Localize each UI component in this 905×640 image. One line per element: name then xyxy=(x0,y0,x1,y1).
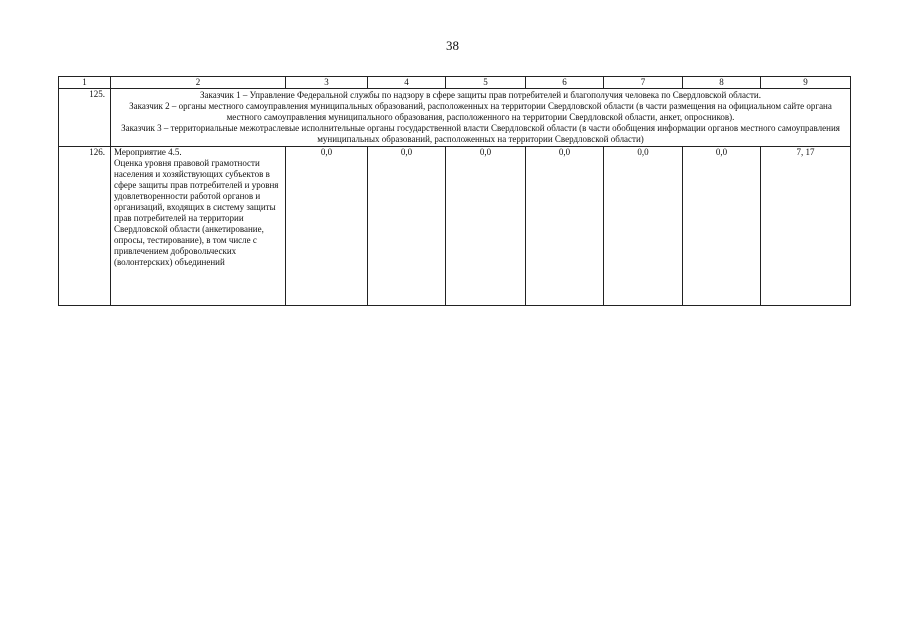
value-cell: 0,0 xyxy=(368,147,446,306)
customer-2-text: Заказчик 2 – органы местного самоуправления муниципальных образований, расположенных на территории Свердловской области (в части размещения на официальном сайте органа местного самоуправления муниципального образования, расположенного на территории Свердловской области, анкет, опросников). xyxy=(129,101,832,122)
value-cell: 0,0 xyxy=(446,147,526,306)
row-number: 126. xyxy=(59,147,111,306)
column-header: 6 xyxy=(526,77,604,89)
column-header: 7 xyxy=(604,77,683,89)
page-number: 38 xyxy=(446,38,459,53)
column-header: 4 xyxy=(368,77,446,89)
customer-1-text: Заказчик 1 – Управление Федеральной службы по надзору в сфере защиты прав потребителей и благополучия человека по Свердловской области. xyxy=(200,90,761,100)
value-cell: 0,0 xyxy=(526,147,604,306)
measure-title: Мероприятие 4.5. xyxy=(114,147,182,157)
target-indicators-cell: 7, 17 xyxy=(761,147,851,306)
column-header: 5 xyxy=(446,77,526,89)
measure-description: Оценка уровня правовой грамотности населения и хозяйствующих субъектов в сфере защиты прав потребителей и уровня удовлетворенности работой органов и организаций, входящих в систему защиты прав потребителей на территории Свердловской области (анкетирование, опросы, тестирование), в том числе с привлечением добровольческих (волонтерских) объединений xyxy=(114,158,279,267)
measure-cell xyxy=(111,147,286,306)
value-cell: 0,0 xyxy=(604,147,683,306)
value-cell: 0,0 xyxy=(286,147,368,306)
table-row-125 xyxy=(59,89,851,147)
column-header: 9 xyxy=(761,77,851,89)
customers-cell xyxy=(111,89,851,147)
column-number-row xyxy=(59,77,851,89)
column-header: 1 xyxy=(59,77,111,89)
column-header: 2 xyxy=(111,77,286,89)
column-header: 8 xyxy=(683,77,761,89)
column-header: 3 xyxy=(286,77,368,89)
row-number: 125. xyxy=(59,89,111,147)
program-table xyxy=(58,76,851,306)
table-row-126 xyxy=(59,147,851,306)
value-cell: 0,0 xyxy=(683,147,761,306)
customer-3-text: Заказчик 3 – территориальные межотраслевые исполнительные органы государственной власти Свердловской области (в части обобщения информации органов местного самоуправления муниципальных образований, расположенных на территории Свердловской области) xyxy=(121,123,840,144)
